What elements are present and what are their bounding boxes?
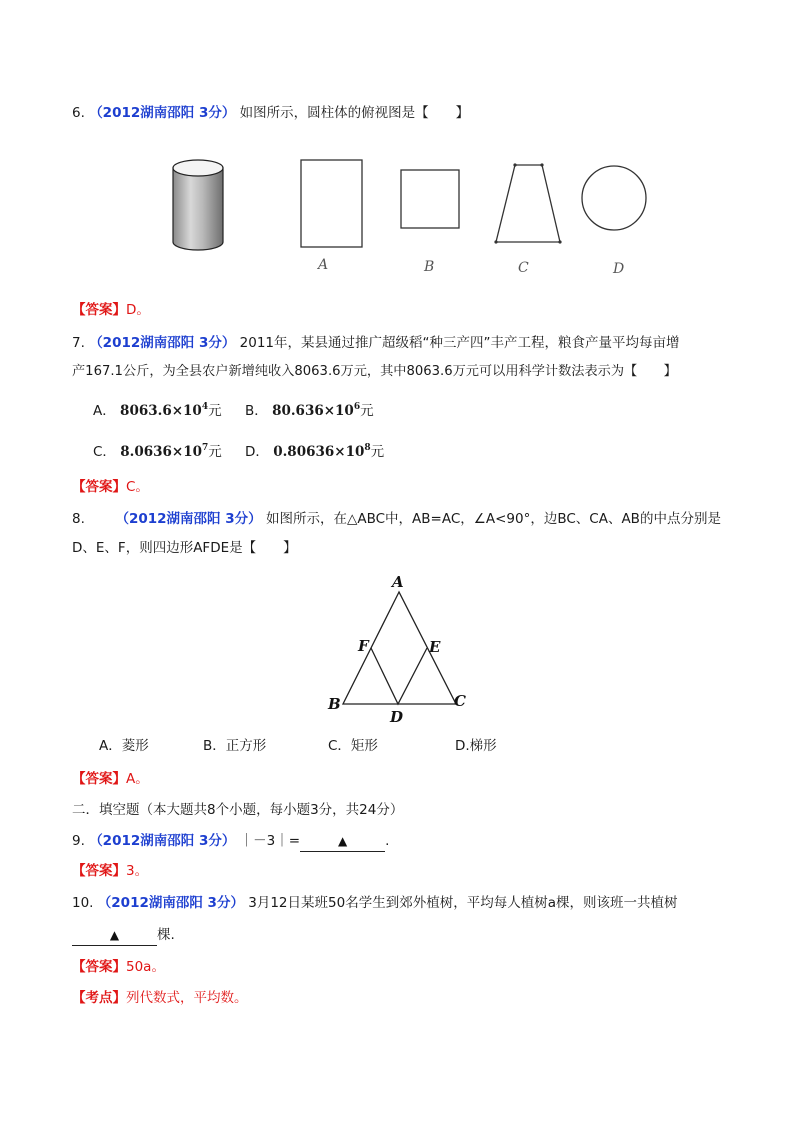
vertex-label-f: F bbox=[358, 637, 369, 655]
option-exponent: 7 bbox=[202, 443, 209, 453]
question-source: （2012湖南邵阳 3分） bbox=[89, 105, 236, 121]
q7-option-a bbox=[93, 401, 222, 421]
option-mantissa: 80.636×10 bbox=[272, 403, 354, 419]
q8-option-a: A．菱形 bbox=[99, 738, 149, 754]
q7-option-d bbox=[245, 442, 384, 462]
q7-stem-line2: 产167.1公斤，为全县农户新增纯收入8063.6万元，其中8063.6万元可以用科学计数法表示为【 】 bbox=[72, 364, 677, 379]
option-letter: D． bbox=[245, 444, 269, 460]
q8-answer bbox=[72, 769, 724, 789]
q7-option-b bbox=[245, 401, 374, 421]
question-source: （2012湖南邵阳 3分） bbox=[97, 895, 244, 911]
question-text: ｜－3｜= bbox=[239, 833, 301, 849]
option-a-rectangle bbox=[298, 157, 366, 251]
option-c-trapezoid bbox=[490, 159, 566, 247]
q8-option-b: B．正方形 bbox=[203, 738, 267, 754]
triangle-marker-icon: ▲ bbox=[337, 834, 348, 848]
question-number: 8. bbox=[72, 511, 85, 527]
answer-blank[interactable] bbox=[300, 831, 385, 852]
answer-value: 3。 bbox=[126, 863, 149, 879]
q6-stem bbox=[72, 103, 724, 123]
triangle-figure bbox=[320, 570, 480, 728]
option-c-label: C bbox=[518, 260, 529, 276]
question-number: 7. bbox=[72, 335, 85, 351]
option-unit: 元 bbox=[208, 403, 222, 419]
q7-option-c bbox=[93, 442, 222, 462]
option-letter: B． bbox=[245, 403, 268, 419]
question-tail: 棵. bbox=[157, 927, 175, 943]
answer-value: A。 bbox=[126, 771, 149, 787]
question-source: （2012湖南邵阳 3分） bbox=[89, 335, 236, 351]
option-a-label: A bbox=[318, 257, 329, 273]
option-b-label: B bbox=[424, 259, 435, 275]
section-title: 二．填空题（本大题共8个小题，每小题3分，共24分） bbox=[72, 802, 404, 818]
option-unit: 元 bbox=[370, 444, 385, 460]
option-exponent: 6 bbox=[353, 402, 361, 412]
q10-point bbox=[72, 988, 724, 1008]
question-number: 9. bbox=[72, 833, 85, 849]
q9-answer bbox=[72, 861, 724, 881]
answer-label: 【答案】 bbox=[72, 479, 126, 495]
q10-answer bbox=[72, 957, 724, 977]
q6-answer bbox=[72, 300, 724, 320]
option-mantissa: 0.80636×10 bbox=[273, 444, 365, 460]
option-exponent: 8 bbox=[364, 443, 371, 453]
q8-stem-line1 bbox=[72, 509, 724, 529]
q7-stem-line1 bbox=[72, 333, 724, 353]
answer-label: 【答案】 bbox=[72, 771, 126, 787]
q9-stem bbox=[72, 831, 724, 852]
q8-option-d: D.梯形 bbox=[455, 738, 497, 754]
question-text: 如图所示，在△ABC中，AB=AC，∠A<90°，边BC、CA、AB的中点分别是 bbox=[265, 511, 721, 527]
option-mantissa: 8063.6×10 bbox=[120, 403, 202, 419]
option-letter: C． bbox=[93, 444, 116, 460]
vertex-label-d: D bbox=[390, 708, 404, 726]
question-source: （2012湖南邵阳 3分） bbox=[89, 833, 236, 849]
option-b-square bbox=[397, 167, 463, 231]
option-unit: 元 bbox=[208, 444, 222, 460]
point-label: 【考点】 bbox=[72, 990, 126, 1006]
point-value: 列代数式，平均数。 bbox=[126, 990, 248, 1006]
answer-label: 【答案】 bbox=[72, 863, 126, 879]
q8-stem-line2: D、E、F，则四边形AFDE是【 】 bbox=[72, 540, 297, 556]
answer-value: D。 bbox=[126, 302, 150, 318]
option-d-label: D bbox=[613, 261, 625, 277]
option-unit: 元 bbox=[360, 403, 374, 419]
option-d-circle bbox=[580, 164, 650, 234]
q8-option-c: C．矩形 bbox=[328, 738, 378, 754]
answer-value: C。 bbox=[126, 479, 149, 495]
question-text: 2011年，某县通过推广超级稻“种三产四”丰产工程，粮食产量平均每亩增 bbox=[239, 335, 680, 351]
option-letter: A． bbox=[93, 403, 116, 419]
vertex-label-e: E bbox=[429, 638, 441, 656]
option-mantissa: 8.0636×10 bbox=[120, 444, 202, 460]
vertex-label-c: C bbox=[454, 692, 466, 710]
q10-stem-line1 bbox=[72, 893, 724, 913]
answer-label: 【答案】 bbox=[72, 959, 126, 975]
vertex-label-a: A bbox=[392, 573, 404, 591]
q10-stem-line2 bbox=[72, 925, 724, 946]
answer-blank[interactable] bbox=[72, 925, 157, 946]
triangle-marker-icon: ▲ bbox=[109, 928, 120, 942]
question-number: 10. bbox=[72, 895, 94, 911]
answer-value: 50a。 bbox=[126, 959, 165, 975]
question-text: 如图所示，圆柱体的俯视图是【 】 bbox=[239, 105, 470, 121]
question-text: 3月12日某班50名学生到郊外植树，平均每人植树a棵，则该班一共植树 bbox=[248, 895, 678, 911]
q7-answer bbox=[72, 477, 724, 497]
question-source: （2012湖南邵阳 3分） bbox=[115, 511, 262, 527]
question-number: 6. bbox=[72, 105, 85, 121]
question-tail: . bbox=[385, 833, 390, 849]
option-exponent: 4 bbox=[201, 402, 209, 412]
cylinder-figure bbox=[165, 152, 231, 256]
vertex-label-b: B bbox=[328, 695, 341, 713]
answer-label: 【答案】 bbox=[72, 302, 126, 318]
